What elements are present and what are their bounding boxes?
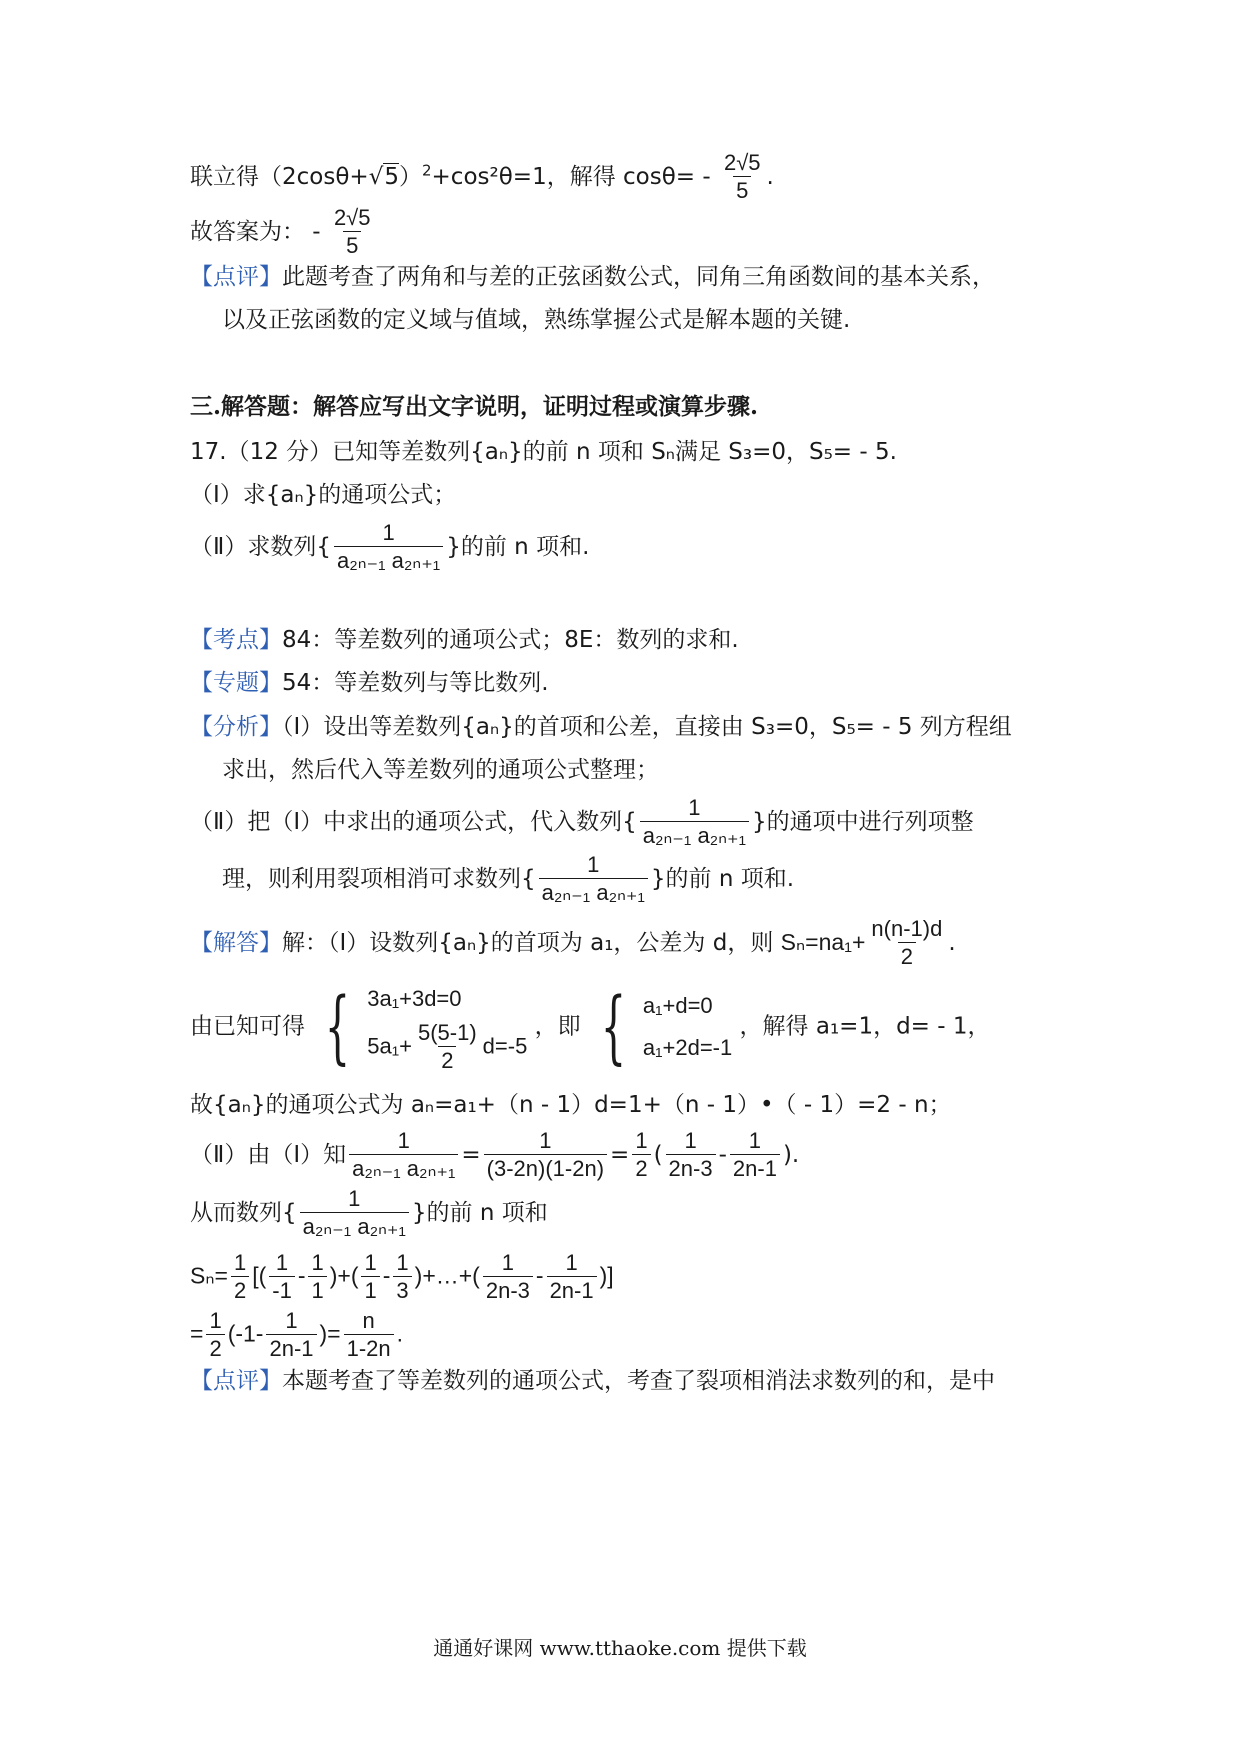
- question-part-i: （Ⅰ）求{aₙ}的通项公式；: [190, 482, 457, 508]
- equation-line: 联立得$(2\cos\theta+√5)^2+\cos^2\theta=1$，解得 cosθ= - $\frac{2√5}{5}$ .: [190, 150, 774, 203]
- fenxi-line-4: 理，则利用裂项相消可求数列{ $\frac{1}{\text{a₂ₙ₋₁ a₂ₙ₊₁}}$ }的前 n 项和.: [222, 852, 795, 905]
- fraction: $\frac{1}{2n-1}$: [730, 1128, 780, 1183]
- fenxi-tag: 【分析】: [190, 714, 282, 740]
- fraction: $\frac{1}{\text{a₂ₙ₋₁ a₂ₙ₊₁}}$: [640, 795, 749, 850]
- kaodian-line: 【考点】84：等差数列的通项公式；8E：数列的求和.: [190, 627, 739, 653]
- review-paragraph: 【点评】此题考查了两角和与差的正弦函数公式，同角三角函数间的基本关系，: [190, 264, 995, 290]
- kaodian-tag: 【考点】: [190, 627, 282, 653]
- jieda-tag: 【解答】: [190, 930, 282, 956]
- section-heading: 三.解答题：解答应写出文字说明，证明过程或演算步骤.: [190, 393, 759, 420]
- fraction: $\frac{1}{2}$: [632, 1128, 650, 1183]
- sum-expansion-line: Sₙ= $\frac{1}{2}$ [( $\frac{1}{-1}$ - $\frac{1}{1}$ )+( $\frac{1}{1}$ - $\frac{1}{3}$ )+…+( $\frac{1}{2n-3}$ - $\frac{1}{2n-1}$ )]: [190, 1250, 614, 1303]
- fraction: $\frac{1}{2n-1}$: [547, 1250, 597, 1305]
- answer-line: 故答案为： - $\frac{2√5}{5}$: [190, 205, 376, 260]
- review-paragraph-cont: 以及正弦函数的定义域与值域，熟练掌握公式是解本题的关键.: [222, 307, 851, 333]
- fraction: $\frac{n}{1-2n}$: [344, 1308, 394, 1363]
- sum-result-line: = $\frac{1}{2}$ (-1- $\frac{1}{2n-1}$ )= $\frac{n}{1-2n}$ .: [190, 1308, 404, 1361]
- general-term-line: 故{aₙ}的通项公式为 aₙ=a₁+（n - 1）d=1+（n - 1）•（ - 1）=2 - n；: [190, 1092, 952, 1118]
- question-part-ii: （Ⅱ）求数列{ $\frac{1}{\text{a₂ₙ₋₁ a₂ₙ₊₁}}$ }的前 n 项和.: [190, 520, 590, 573]
- fraction: $\frac{1}{3}$: [393, 1250, 411, 1305]
- fraction: $\frac{1}{2n-3}$: [666, 1128, 716, 1183]
- fraction: $\frac{1}{\text{a₂ₙ₋₁ a₂ₙ₊₁}}$: [334, 520, 443, 575]
- fraction: $\frac{5(5-1)}{2}$: [417, 1020, 477, 1073]
- fraction: $\frac{1}{-1}$: [269, 1250, 295, 1305]
- fenxi-line-2: 求出，然后代入等差数列的通项公式整理；: [222, 757, 659, 783]
- fraction: $\frac{2√5}{5}$: [333, 205, 371, 258]
- zhuanti-tag: 【专题】: [190, 670, 282, 696]
- question-line: 17.（12 分）已知等差数列{aₙ}的前 n 项和 Sₙ满足 S₃=0，S₅= - 5.: [190, 439, 897, 465]
- split-term-line: （Ⅱ）由（Ⅰ）知 $\frac{1}{\text{a₂ₙ₋₁ a₂ₙ₊₁}}$ = $\frac{1}{(3-2n)(1-2n)}$ = $\frac{1}{2}$ ( $\frac{1}{2n-3}$ - $\frac{1}{2n-1}$ ).: [190, 1128, 800, 1181]
- fraction: $\frac{n(n-1)d}{2}$: [871, 916, 943, 969]
- sum-intro-line: 从而数列{ $\frac{1}{\text{a₂ₙ₋₁ a₂ₙ₊₁}}$ }的前 n 项和: [190, 1186, 548, 1239]
- fenxi-line-3: （Ⅱ）把（Ⅰ）中求出的通项公式，代入数列{ $\frac{1}{\text{a₂ₙ₋₁ a₂ₙ₊₁}}$ }的通项中进行列项整: [190, 795, 974, 848]
- equation-system: { a₁+d=0 a₁+2d=-1: [600, 979, 733, 1073]
- fraction: $\frac{1}{(3-2n)(1-2n)}$: [484, 1128, 607, 1183]
- fenxi-line: 【分析】（Ⅰ）设出等差数列{aₙ}的首项和公差，直接由 S₃=0，S₅= - 5 列方程组: [190, 714, 1012, 740]
- fraction: $\frac{1}{1}$: [308, 1250, 326, 1305]
- fraction: $\frac{2√5}{5}$: [723, 150, 761, 203]
- fraction: $\frac{1}{\text{a₂ₙ₋₁ a₂ₙ₊₁}}$: [539, 852, 648, 907]
- fraction: $\frac{1}{2n-1}$: [266, 1308, 316, 1363]
- page-footer: 通通好课网 www.tthaoke.com 提供下载: [433, 1636, 807, 1660]
- fraction: $\frac{1}{1}$: [361, 1250, 379, 1305]
- fraction: $\frac{1}{2}$: [231, 1250, 249, 1305]
- equation-system-line: 由已知可得 { 3a₁+3d=0 5a₁+ $\frac{5(5-1)}{2}$ d=-5 ，即 { a₁+d=0 a₁+2d=-1 ，解得 a₁=1，d= - 1，: [190, 979, 991, 1073]
- fraction: $\frac{1}{\text{a₂ₙ₋₁ a₂ₙ₊₁}}$: [349, 1128, 458, 1183]
- dianping-tag: 【点评】: [190, 1368, 282, 1394]
- sqrt-5: 5: [384, 164, 399, 190]
- zhuanti-line: 【专题】54：等差数列与等比数列.: [190, 670, 549, 696]
- equation-system: { 3a₁+3d=0 5a₁+ $\frac{5(5-1)}{2}$ d=-5: [325, 979, 528, 1073]
- fraction: $\frac{1}{\text{a₂ₙ₋₁ a₂ₙ₊₁}}$: [300, 1186, 409, 1241]
- fraction: $\frac{1}{2}$: [206, 1308, 224, 1363]
- review-tag: 【点评】: [190, 264, 282, 290]
- jieda-line: 【解答】解：（Ⅰ）设数列{aₙ}的首项为 a₁，公差为 d，则 Sₙ=na₁+ $\frac{n(n-1)d}{2}$ .: [190, 916, 956, 969]
- dianping-line: 【点评】本题考查了等差数列的通项公式，考查了裂项相消法求数列的和，是中: [190, 1368, 995, 1394]
- fraction: $\frac{1}{2n-3}$: [483, 1250, 533, 1305]
